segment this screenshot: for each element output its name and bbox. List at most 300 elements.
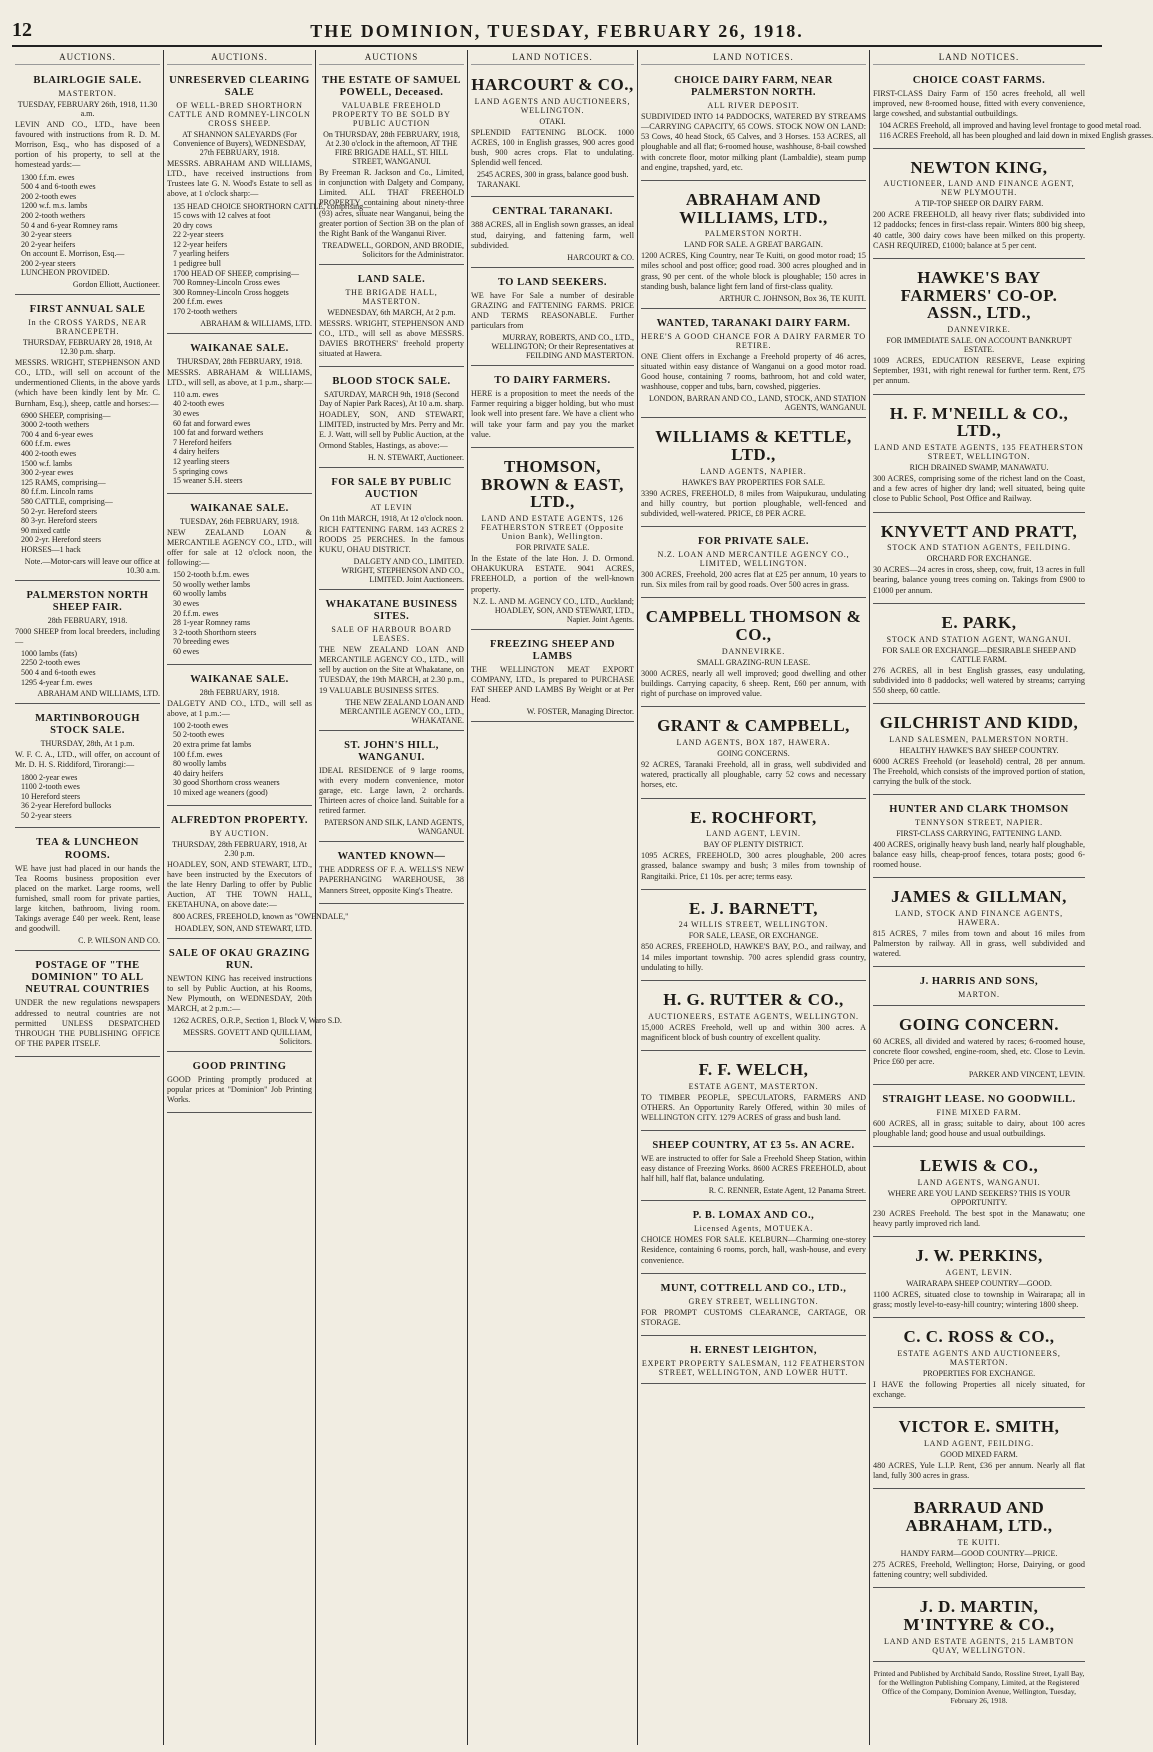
section-heading: LAND NOTICES. (641, 52, 866, 65)
ad-signature: ABRAHAM & WILLIAMS, LTD. (200, 318, 312, 328)
section-heading: AUCTIONS. (15, 52, 160, 65)
advertisement (873, 1321, 1085, 1408)
list-item: 50 2-year steers (21, 810, 72, 820)
ad-subheading: AUCTIONEER, LAND AND FINANCE AGENT, NEW PLYMOUTH. (883, 179, 1075, 198)
ad-subheading: LAND AGENTS, BOX 187, HAWERA. (676, 738, 831, 748)
advertisement (471, 369, 634, 448)
list-item: 60 fat and forward ewes (173, 418, 251, 428)
advertisement (873, 970, 1085, 1006)
ad-list (173, 390, 312, 486)
ad-heading: TEA & LUNCHEON ROOMS. (36, 837, 139, 861)
advertisement (15, 298, 160, 580)
list-item: 2545 ACRES, 300 in grass, balance good bush. (477, 170, 629, 180)
ad-signature: N.Z. L. AND M. AGENCY CO., LTD., Auckland; HOADLEY, SON, AND STEWART, LTD., Napier. Joint Agents. (473, 596, 634, 624)
ad-date: FOR IMMEDIATE SALE. ON ACCOUNT BANKRUPT ESTATE. (886, 336, 1072, 355)
list-item: 5 springing cows (173, 466, 228, 476)
ad-signature: MURRAY, ROBERTS, AND CO., LTD., WELLINGTON; Or their Representatives at FEILDING AND MASTERTON. (491, 333, 634, 361)
section-heading: AUCTIONS (319, 52, 464, 65)
ad-body: WE have just had placed in our hands the Tea Rooms business proposition ever placed on the market. Large rooms, well furnished, small room for private parties, large kitchen, bathroom, living room. Takings average £40 per week. Rent, lease and goodwill. (15, 863, 160, 934)
ad-subheading: ALL RIVER DEPOSIT. (707, 101, 800, 111)
list-item: 20 dry cows (173, 220, 213, 230)
ad-body: MESSRS. ABRAHAM & WILLIAMS, LTD., will sell, as above, at 1 p.m., sharp:— (167, 367, 313, 387)
ad-body: SUBDIVIDED INTO 14 PADDOCKS, WATERED BY STREAMS—CARRYING CAPACITY, 65 COWS. STOCK NOW ON LAND: 53 Cows, 40 head Stock, 65 Calves, and 3 Horses. 153 ACRES, all ploughable and all flat; 6-roomed house, washhouse, 8-bail cowshed with concrete floor, motor milking plant (Lambaldie), steam pump and engine, trapshed, yard, etc. (641, 112, 866, 172)
ad-date: THURSDAY, 28th FEBRUARY, 1918, At 2.30 p.m. (172, 839, 307, 858)
ad-body: WE are instructed to offer for Sale a Freehold Sheep Station, within easy distance of Freezing Works. 8600 ACRES FREEHOLD, about half hill, half flat, balance undulating. (641, 1153, 866, 1184)
ad-signature: ARTHUR C. JOHNSON, Box 36, TE KUITI. (719, 293, 866, 303)
ad-heading: WILLIAMS & KETTLE, LTD., (655, 427, 852, 465)
ad-list (173, 1016, 342, 1026)
list-item: 500 4 and 6-tooth ewes (21, 182, 96, 192)
list-item: 125 RAMS, comprising— (21, 477, 106, 487)
advertisement (319, 471, 464, 590)
list-item: 1200 w.f. m.s. lambs (21, 201, 88, 211)
advertisement (641, 421, 866, 527)
ad-subheading: BY AUCTION. (209, 828, 270, 838)
ad-heading: UNRESERVED CLEARING SALE (169, 75, 310, 99)
ad-signature: R. C. RENNER, Estate Agent, 12 Panama Street. (708, 1186, 866, 1196)
advertisement (873, 262, 1085, 395)
ad-heading: ABRAHAM AND WILLIAMS, LTD., (679, 189, 828, 227)
ad-body: MESSRS. WRIGHT, STEPHENSON AND CO., LTD., will sell on account of the undermentioned Clients, in the above yards (which have been kindly lent by Mr. C. Burnham, Esq.), sheep, cattle and horses:— (15, 358, 160, 408)
advertisement (471, 200, 634, 267)
ad-body: DALGETY AND CO., LTD., will sell as above, at 1 p.m.:— (167, 698, 312, 718)
advertisement (167, 1055, 312, 1113)
masthead (12, 10, 1102, 47)
ad-heading: WAIKANAE SALE. (190, 673, 289, 685)
list-item: 1295 4-year f.m. ewes (21, 677, 93, 687)
ad-body: 1200 ACRES, King Country, near Te Kuiti, on good motor road; 15 miles school and post office; good road. 300 acres ploughed and in grass, 90 per cent. of the whole block is ploughable; 150 acres in standing bush, balance light fern land of first-class quality. (641, 251, 866, 291)
list-item: TARANAKI. (477, 179, 521, 189)
advertisement (641, 184, 866, 309)
ad-subheading: LAND SALESMEN, PALMERSTON NORTH. (889, 734, 1069, 744)
list-item: On account E. Morrison, Esq.— (21, 249, 125, 259)
ad-subheading: EXPERT PROPERTY SALESMAN, 112 FEATHERSTON STREET, WELLINGTON, AND LOWER HUTT. (641, 1358, 866, 1377)
ad-date: HEALTHY HAWKE'S BAY SHEEP COUNTRY. (899, 745, 1059, 755)
ad-subheading: 24 WILLIS STREET, WELLINGTON. (678, 920, 829, 930)
ad-body: NEW ZEALAND LOAN & MERCANTILE AGENCY CO., LTD., will offer for sale at 12 o'clock noon, the following:— (167, 527, 312, 568)
ad-date: AT SHANNON SALEYARDS (For Convenience of Buyers), WEDNESDAY, 27th FEBRUARY, 1918. (173, 130, 306, 158)
list-item: HORSES—1 hack (21, 544, 81, 554)
ad-subheading: AUCTIONEERS, ESTATE AGENTS, WELLINGTON. (648, 1011, 859, 1021)
ad-heading: J. HARRIS AND SONS, (919, 976, 1039, 988)
advertisement (167, 809, 349, 939)
list-item: 100 2-tooth ewes (173, 720, 229, 730)
list-item: 20 extra prime fat lambs (173, 740, 252, 750)
list-item: 3 2-tooth Shorthorn steers (173, 627, 257, 637)
list-item: 1000 lambs (fats) (21, 648, 77, 658)
ad-signature: H. N. STEWART, Auctioneer. (367, 452, 464, 462)
advertisement (15, 707, 160, 828)
ad-date: A TIP-TOP SHEEP OR DAIRY FARM. (914, 199, 1044, 209)
list-item: 80 woolly lambs (173, 759, 227, 769)
columns (12, 50, 1153, 1745)
list-item: 90 mixed cattle (21, 525, 71, 535)
ad-heading: CAMPBELL THOMSON & CO., (645, 607, 862, 645)
ad-body: MESSRS. ABRAHAM AND WILLIAMS, LTD., have received instructions from Trustees late G. N. Wood's Estate to sell as above, at 1 o'clock sharp:— (167, 159, 312, 199)
ad-body: FOR PROMPT CUSTOMS CLEARANCE, CARTAGE, OR STORAGE. (641, 1307, 866, 1327)
printer-imprint: Printed and Published by Archibald Sando, Rossline Street, Lyall Bay, for the Wellington Publishing Company, Limited, at the Registered Office of the Company, Dominion Avenue, Wellington, Tuesday, February 26, 1918. (873, 1668, 1085, 1705)
ad-body: SPLENDID FATTENING BLOCK. 1000 ACRES, 100 in English grasses, 900 acres good bush, 900 acres crops. Flat to undulating. Splendid well fenced. (471, 127, 634, 168)
ad-signature: HARCOURT & CO. (567, 252, 634, 262)
ad-date: PROPERTIES FOR EXCHANGE. (922, 1368, 1036, 1378)
list-item: 1500 w.f. lambs (21, 458, 73, 468)
ad-subheading: MASTERTON. (58, 89, 117, 99)
ad-date: FIRST-CLASS CARRYING, FATTENING LAND. (896, 828, 1062, 838)
ad-body: 60 ACRES, all divided and watered by races; 6-roomed house, concrete floor cowshed, engine-room, shed, etc. Close to Levin. Price £60 per acre. (873, 1037, 1085, 1067)
list-item: 20 2-year heifers (21, 239, 76, 249)
ad-date: THURSDAY, 28th FEBRUARY, 1918. (176, 356, 303, 366)
ad-body: THE ADDRESS OF F. A. WELLS'S NEW PAPERHANGING WAREHOUSE, 38 Manners Street, opposite King's Theatre. (319, 865, 464, 895)
list-item: 40 2-tooth ewes (173, 399, 225, 409)
list-item: 1 pedigree bull (173, 259, 221, 269)
ad-date: WEDNESDAY, 6th MARCH, At 2 p.m. (327, 307, 456, 317)
ad-heading: WAIKANAE SALE. (190, 342, 289, 354)
advertisement (319, 593, 464, 731)
advertisement (471, 271, 634, 366)
ad-subheading: ESTATE AGENT, MASTERTON. (688, 1081, 819, 1091)
ad-body: 850 ACRES, FREEHOLD, HAWKE'S BAY, P.O., and railway, and 14 miles important township. 700 acres splendid grass country, undulating to hilly. (641, 942, 866, 972)
advertisement (15, 584, 160, 705)
ad-body: IDEAL RESIDENCE of 9 large rooms, with every modern convenience, motor garage, etc. Large lawn, 2 orchards. Thirteen acres of choice land. Suitable for a retired farmer. (319, 765, 464, 816)
ad-body: 1095 ACRES, FREEHOLD, 300 acres ploughable, 200 acres grassed, balance swampy and bush; 3 miles from township of Rangitaiki. Price, £1 10s. per acre; terms easy. (641, 851, 866, 881)
advertisement (15, 954, 160, 1057)
ad-subheading: LAND, STOCK AND FINANCE AGENTS, HAWERA. (895, 909, 1063, 928)
list-item: 10 mixed age weaners (good) (173, 788, 268, 797)
list-item: 116 ACRES Freehold, all has been ploughed and laid down in mixed English grasses. (879, 130, 1153, 140)
column-4 (468, 50, 638, 1745)
ad-body: 1009 ACRES, EDUCATION RESERVE, Lease expiring September, 1931, with right renewal for further term. Rent, £75 per annum. (873, 356, 1085, 386)
list-item: 60 ewes (173, 647, 199, 656)
section-heading: LAND NOTICES. (471, 52, 634, 65)
ad-body: 6000 ACRES Freehold (or leasehold) central, 28 per annum. The Freehold, which consists of the improved portion of station, carrying the bulk of the stock. (873, 756, 1085, 786)
ad-heading: THOMSON, BROWN & EAST, LTD., (481, 456, 624, 512)
ad-body: HOADLEY, SON, AND STEWART, LIMITED, instructed by Mrs. Perry and Mr. E. J. Watt, will sell by Public Auction, at the Ormond Stables, Hastings, as above:— (319, 410, 464, 450)
advertisement (319, 845, 464, 903)
advertisement (167, 668, 312, 806)
advertisement (873, 69, 1153, 149)
ad-body: 3390 ACRES, FREEHOLD, 8 miles from Waipukurau, undulating and hilly country, but portion ploughable, well-fenced and subdivided, well-watered. PRICE, £8 PER ACRE. (641, 488, 866, 519)
ad-body: UNDER the new regulations newspapers addressed to neutral countries are not permitted UNLESS DESPATCHED THROUGH THE PUBLISHING OFFICE OF THE PAPER ITSELF. (15, 998, 160, 1048)
newspaper-title: THE DOMINION, TUESDAY, FEBRUARY 26, 1918. (310, 21, 804, 41)
ad-body: 275 ACRES, Freehold, Wellington; Horse, Dairying, or good fattening country; well subdivided. (873, 1559, 1085, 1579)
column-3 (316, 50, 468, 1745)
ad-heading: LAND SALE. (357, 273, 426, 285)
list-item: 500 4 and 6-tooth ewes (21, 668, 96, 677)
ad-date: OTAKI. (539, 116, 566, 126)
ad-body: In the Estate of the late Hon. J. D. Ormond. OHAKUKURA ESTATE. 9041 ACRES, FREEHOLD, a portion of the well-known property. (471, 554, 634, 594)
list-item: 60 woolly lambs (173, 589, 227, 599)
ad-date: HAWKE'S BAY PROPERTIES FOR SALE. (681, 477, 826, 487)
advertisement (873, 798, 1085, 878)
advertisement (167, 942, 342, 1052)
ad-heading: E. J. BARNETT, (688, 898, 818, 918)
ad-date: GOOD MIXED FARM. (940, 1449, 1018, 1459)
ad-date: SMALL GRAZING-RUN LEASE. (696, 658, 811, 668)
ad-body: 300 ACRES, Freehold, 200 acres flat at £25 per annum, 10 years to run. Six miles from rail by good roads. Over 500 acres in grass. (641, 570, 866, 590)
ad-subheading: AT LEVIN (370, 502, 413, 512)
ad-body: 276 ACRES, all in best English grasses, easy undulating, subdivided into 8 paddocks; well watered by streams; carrying 550 sheep, 60 cattle. (873, 665, 1085, 695)
advertisement (641, 1339, 866, 1384)
advertisement (873, 607, 1085, 704)
list-item: 300 Romney-Lincoln Cross hoggets (173, 287, 289, 297)
ad-body: 1100 ACRES, situated close to township in Wairarapa; all in grass; mostly level-to-easy-hill country; wintering 1800 sheep. (873, 1289, 1085, 1309)
list-item: 7 yearling heifers (173, 249, 229, 259)
list-item: 30 2-year steers (21, 230, 72, 240)
ad-subheading: VALUABLE FREEHOLD PROPERTY TO BE SOLD BY PUBLIC AUCTION (332, 101, 451, 129)
ad-signature: TREADWELL, GORDON, AND BRODIE, Solicitors for the Administrator. (322, 240, 464, 259)
ad-heading: GRANT & CAMPBELL, (657, 716, 850, 736)
list-item: 20 f.f.m. ewes (173, 608, 219, 618)
ad-subheading: STOCK AND STATION AGENT, WANGANUI. (886, 634, 1072, 644)
ad-heading: GILCHRIST AND KIDD, (879, 712, 1079, 732)
ad-body: 815 ACRES, 7 miles from town and about 16 miles from Palmerston by railway. All in grass, well subdivided and watered. (873, 929, 1085, 959)
ad-subheading: OF WELL-BRED SHORTHORN CATTLE AND ROMNEY-LINCOLN CROSS SHEEP. (168, 101, 311, 129)
ad-body: 30 ACRES—24 acres in cross, sheep, cow, fruit, 13 acres in full bearing, balance young trees coming on. Takings from £900 to £1000 per annum. (873, 565, 1085, 595)
ad-body: MESSRS. WRIGHT, STEPHENSON AND CO., LTD., will sell as above MESSRS. DAVIES BROTHERS' freehold property situated at Hawera. (319, 318, 464, 359)
column-1 (12, 50, 164, 1745)
advertisement (873, 1240, 1085, 1318)
ad-signature: LONDON, BARRAN AND CO., LAND, STOCK, AND STATION AGENTS, WANGANUI. (649, 394, 866, 413)
ad-body: 400 ACRES, originally heavy bush land, nearly half ploughable, balance easy hills, cheap-proof fences, totara posts; good 6-roomed house. (873, 839, 1085, 870)
ad-subheading: FINE MIXED FARM. (936, 1107, 1022, 1117)
list-item: 100 fat and forward wethers (173, 428, 264, 438)
ad-subheading: TE KUITI. (957, 1537, 1001, 1547)
ad-subheading: MARTON. (958, 990, 1000, 1000)
list-item: 36 2-year Hereford bullocks (21, 801, 112, 811)
list-item: 200 2-tooth ewes (21, 191, 77, 201)
list-item: 104 ACRES Freehold, all improved and having level frontage to good metal road. (879, 121, 1142, 131)
ad-heading: FREEZING SHEEP AND LAMBS (489, 638, 616, 662)
ad-heading: HARCOURT & CO., (471, 75, 634, 94)
list-item: LUNCHEON PROVIDED. (21, 268, 110, 278)
ad-body: HERE is a proposition to meet the needs of the Farmer requiring a bigger holding, but who must look well into present fare. We have a client who will take your farm and pay you the market value. (471, 389, 634, 439)
list-item: 40 dairy heifers (173, 768, 224, 778)
ad-subheading: ESTATE AGENTS AND AUCTIONEERS, MASTERTON. (897, 1348, 1061, 1367)
ad-heading: MUNT, COTTRELL AND CO., LTD., (660, 1282, 847, 1294)
ad-body: 300 ACRES, comprising some of the richest land on the Coast, and a few acres of higher dry land; well situated, being quite close to Public School, Post Office and Railway. (873, 474, 1085, 504)
advertisement (641, 1204, 866, 1273)
list-item: 50 woolly wether lambs (173, 579, 251, 589)
ad-date: TUESDAY, FEBRUARY 26th, 1918, 11.30 a.m. (17, 100, 158, 119)
advertisement (873, 516, 1085, 604)
ad-date: WAIRARAPA SHEEP COUNTRY—GOOD. (906, 1278, 1052, 1288)
advertisement (873, 1591, 1085, 1662)
list-item: 3000 2-tooth wethers (21, 420, 89, 430)
ad-body: 15,000 ACRES Freehold, well up and within 300 acres. A magnificent block of bush country of excellent quality. (641, 1022, 866, 1042)
advertisement (873, 152, 1085, 259)
advertisement (873, 1009, 1085, 1084)
ad-signature: THE NEW ZEALAND LOAN AND MERCANTILE AGENCY CO., LTD., WHAKATANE. (339, 697, 464, 725)
ad-subheading: STOCK AND STATION AGENTS, FEILDING. (887, 543, 1071, 553)
ad-heading: H. ERNEST LEIGHTON, (690, 1344, 817, 1356)
list-item: 12 2-year heifers (173, 239, 228, 249)
ad-heading: VICTOR E. SMITH, (898, 1416, 1060, 1436)
advertisement (873, 1150, 1085, 1237)
ad-list (21, 773, 160, 821)
ad-body: ONE Client offers in Exchange a Freehold property of 46 acres, situated within easy distance of Wanganui on a good motor road. Good house, containing 7 rooms, bathroom, hot and cold water, washhouse, copper and tubs, barn, cowshed, piggeries. (641, 351, 866, 392)
list-item: 50 2-yr. Hereford steers (21, 506, 97, 516)
list-item: 100 f.f.m. ewes (173, 749, 223, 759)
list-item: 200 2-year steers (21, 258, 76, 268)
ad-subheading: GREY STREET, WELLINGTON. (688, 1296, 819, 1306)
ad-body: I HAVE the following Properties all nicely situated, for exchange. (873, 1379, 1085, 1399)
ad-heading: BLOOD STOCK SALE. (332, 376, 451, 388)
ad-subheading: AGENT, LEVIN. (945, 1267, 1013, 1277)
ad-subheading: LAND AGENTS AND AUCTIONEERS, WELLINGTON. (474, 96, 631, 115)
ad-subheading: LAND AGENTS, WANGANUI. (917, 1177, 1041, 1187)
section-heading: AUCTIONS. (167, 52, 312, 65)
list-item: 6900 SHEEP, comprising— (21, 410, 111, 420)
ad-date: FOR SALE OR EXCHANGE—DESIRABLE SHEEP AND CATTLE FARM. (882, 645, 1076, 664)
ad-heading: WANTED, TARANAKI DAIRY FARM. (656, 317, 851, 329)
advertisement (873, 707, 1085, 795)
ad-signature: Note.—Motor-cars will leave our office at 10.30 a.m. (24, 556, 160, 575)
ad-heading: H. G. RUTTER & CO., (663, 989, 844, 1009)
advertisement (319, 370, 464, 467)
ad-heading: NEWTON KING, (910, 157, 1048, 177)
list-item: 22 2-year steers (173, 230, 224, 240)
ad-list (21, 411, 160, 555)
ad-body: 480 ACRES, Yule L.I.P. Rent, £36 per annum. Nearly all flat land, fully 300 acres in grass. (873, 1460, 1085, 1480)
ad-body: THE WELLINGTON MEAT EXPORT COMPANY, LTD., Is prepared to PURCHASE FAT SHEEP AND LAMBS By Weight or at Per Head. (471, 664, 634, 705)
ad-heading: WAIKANAE SALE. (190, 502, 289, 514)
list-item: 110 a.m. ewes (173, 389, 219, 399)
column-5 (638, 50, 870, 1745)
ad-body: 7000 SHEEP from local breeders, including— (15, 626, 160, 646)
ad-date: GOING CONCERNS. (717, 749, 790, 759)
ad-body: 388 ACRES, all in English sown grasses, an ideal stud, dairying, and fattening farm, well subdivided. (471, 220, 634, 250)
ad-date: FOR SALE, LEASE, OR EXCHANGE. (688, 931, 819, 941)
ad-date: On 11th MARCH, 1918, At 12 o'clock noon. (319, 513, 464, 523)
ad-body: 3000 ACRES, nearly all well improved; good dwelling and other buildings. Carrying capacity, 6 sheep. Rent, £60 per annum, with right of purchase on improved value. (641, 669, 866, 699)
ad-subheading: LAND AND ESTATE AGENTS, 135 FEATHERSTON STREET, WELLINGTON. (874, 443, 1084, 462)
advertisement (641, 1054, 866, 1131)
advertisement (641, 710, 866, 798)
ad-subheading: PALMERSTON NORTH. (704, 229, 803, 239)
ad-subheading: N.Z. LOAN AND MERCANTILE AGENCY CO., LIMITED, WELLINGTON. (657, 550, 850, 569)
advertisement (873, 881, 1085, 967)
ad-heading: GOOD PRINTING (192, 1060, 287, 1072)
advertisement (873, 398, 1085, 513)
list-item: 80 3-yr. Hereford steers (21, 516, 97, 526)
ad-heading: CHOICE DAIRY FARM, NEAR PALMERSTON NORTH. (674, 75, 833, 99)
list-item: 135 HEAD CHOICE SHORTHORN CATTLE, comprising— (173, 201, 372, 211)
advertisement (873, 1088, 1085, 1147)
ad-signature: ABRAHAM AND WILLIAMS, LTD. (37, 689, 160, 699)
ad-body: 600 ACRES, all in grass; suitable to dairy, about 100 acres ploughable land; good house and usual outbuildings. (873, 1118, 1085, 1138)
ad-signature: PARKER AND VINCENT, LEVIN. (968, 1069, 1085, 1079)
ad-date: RICH DRAINED SWAMP, MANAWATU. (909, 463, 1049, 473)
advertisement (641, 802, 866, 890)
ad-body: CHOICE HOMES FOR SALE. KELBURN—Charming one-storey Residence, containing 6 rooms, porch, hall, wash-house, and every convenience. (641, 1235, 866, 1265)
ad-signature: MESSRS. GOVETT AND QUILLIAM, Solicitors. (183, 1027, 312, 1046)
ad-heading: E. ROCHFORT, (690, 807, 817, 827)
ad-subheading: LAND AGENT, LEVIN. (706, 829, 801, 839)
list-item: 700 Romney-Lincoln Cross ewes (173, 278, 280, 288)
advertisement (167, 337, 312, 494)
list-item: 1300 f.f.m. ewes (21, 172, 75, 182)
ad-heading: HUNTER AND CLARK THOMSON (889, 803, 1069, 815)
advertisement (641, 69, 866, 181)
ad-signature: W. FOSTER, Managing Director. (526, 707, 634, 717)
advertisement (471, 69, 634, 197)
ad-list (477, 170, 634, 189)
ad-heading: BARRAUD AND ABRAHAM, LTD., (905, 1497, 1053, 1535)
ad-body: THE NEW ZEALAND LOAN AND MERCANTILE AGENCY CO., LTD., will sell by auction on the Site at Whakatane, on TUESDAY, the 19th MARCH, at 2.30 p.m., 19 VALUABLE BUSINESS SITES. (319, 645, 464, 695)
ad-heading: KNYVETT AND PRATT, (880, 521, 1078, 541)
advertisement (319, 268, 464, 367)
ad-body: 200 ACRE FREEHOLD, all heavy river flats; subdivided into 12 paddocks; fences in first-class repair. Winters 800 big sheep, 40 cattle, 300 dairy cows have been milked on this property. CASH REQUIRED, £1000; balance at 5 per cent. (873, 210, 1085, 250)
ad-heading: WHAKATANE BUSINESS SITES. (325, 599, 458, 623)
ad-subheading: LAND AND ESTATE AGENTS, 126 FEATHERSTON STREET (Opposite Union Bank), Wellington. (481, 514, 624, 542)
ad-heading: ALFREDTON PROPERTY. (171, 814, 308, 826)
list-item: 7 Hereford heifers (173, 437, 232, 447)
ad-date: On THURSDAY, 28th FEBRUARY, 1918, At 2.30 o'clock in the afternoon, AT THE FIRE BRIGADE HALL, ST. HILL STREET, WANGANUI. (323, 130, 460, 167)
ad-body: W. F. C. A., LTD., will offer, on account of Mr. D. H. S. Riddiford, Tirorangi:— (15, 750, 160, 770)
ad-heading: STRAIGHT LEASE. NO GOODWILL. (882, 1093, 1076, 1105)
ad-body: RICH FATTENING FARM. 143 ACRES 2 ROODS 25 PERCHES. In the famous KUKU, OHAU DISTRICT. (319, 524, 464, 554)
ad-list (173, 570, 312, 656)
ad-date: THURSDAY, FEBRUARY 28, 1918, At 12.30 p.m. sharp. (22, 338, 153, 357)
ad-heading: TO DAIRY FARMERS. (494, 375, 611, 387)
ad-signature: HOADLEY, SON, AND STEWART, LTD. (174, 923, 312, 933)
ad-body: By Freeman R. Jackson and Co., Limited, in conjunction with Dalgety and Company, Limited. ALL THAT FREEHOLD PROPERTY containing about ninety-three (93) acres, situate near Wanganui, being the greater portion of Section 3B on the plan of the Right Bank of the Wanganui River. (319, 168, 464, 238)
list-item: 800 ACRES, FREEHOLD, known as "OWENDALE," (173, 912, 349, 922)
list-item: 12 yearling steers (173, 457, 230, 467)
list-item: 4 dairy heifers (173, 447, 220, 457)
list-item: 1700 HEAD OF SHEEP, comprising— (173, 268, 300, 278)
ad-heading: H. F. M'NEILL & CO., LTD., (889, 403, 1069, 441)
ad-heading: SALE OF OKAU GRAZING RUN. (168, 947, 311, 971)
ad-subheading: Licensed Agents, MOTUEKA. (693, 1224, 814, 1234)
advertisement (641, 984, 866, 1051)
ad-body: NEWTON KING has received instructions to sell by Public Auction, at his Rooms, New Plymouth, on WEDNESDAY, 20th MARCH, at 2 p.m.:— (167, 973, 312, 1014)
ad-date: THURSDAY, 28th, At 1 p.m. (40, 739, 135, 749)
ad-signature: DALGETY AND CO., LIMITED. WRIGHT, STEPHENSON AND CO., LIMITED. Joint Auctioneers. (341, 557, 464, 585)
ad-heading: HAWKE'S BAY FARMERS' CO-OP. ASSN., LTD., (900, 267, 1058, 323)
ad-body: 92 ACRES, Taranaki Freehold, all in grass, well subdivided and watered, practically all ploughable, carry 52 cows and necessary horses, etc. (641, 760, 866, 790)
list-item: 50 2-tooth ewes (173, 730, 225, 740)
ad-heading: F. F. WELCH, (698, 1059, 809, 1079)
ad-subheading: SALE OF HARBOUR BOARD LEASES. (331, 625, 452, 644)
list-item: 30 ewes (173, 599, 199, 609)
ad-heading: E. PARK, (941, 612, 1017, 632)
ad-body: GOOD Printing promptly produced at popular prices at "Dominion" Job Printing Works. (167, 1074, 312, 1105)
advertisement (15, 69, 160, 295)
list-item: 10 Hereford steers (21, 791, 81, 801)
list-item: 30 ewes (173, 409, 199, 419)
ad-heading: FIRST ANNUAL SALE (29, 304, 146, 316)
ad-subheading: HERE'S A GOOD CHANCE FOR A DAIRY FARMER TO RETIRE. (641, 331, 867, 350)
ad-subheading: LAND AGENTS, NAPIER. (700, 466, 807, 476)
ad-date: TUESDAY, 26th FEBRUARY, 1918. (180, 516, 299, 526)
ad-date: WHERE ARE YOU LAND SEEKERS? THIS IS YOUR OPPORTUNITY. (887, 1188, 1071, 1207)
ad-heading: J. W. PERKINS, (915, 1245, 1043, 1265)
list-item: 30 good Shorthorn cross weaners (173, 778, 280, 788)
page-number: 12 (12, 19, 32, 41)
list-item: 15 cows with 12 calves at foot (173, 211, 271, 221)
list-item: 580 CATTLE, comprising— (21, 496, 113, 506)
ad-list (173, 201, 372, 317)
ad-heading: SHEEP COUNTRY, AT £3 5s. AN ACRE. (652, 1139, 855, 1151)
ad-subheading: LAND AGENT, FEILDING. (924, 1438, 1034, 1448)
ad-list (21, 173, 160, 279)
ad-body: TO TIMBER PEOPLE, SPECULATORS, FARMERS AND OTHERS. An Opportunity Rarely Offered, within 30 miles of WELLINGTON CITY. 1279 ACRES of grass and bush land. (641, 1092, 866, 1122)
ad-list (21, 649, 160, 687)
advertisement (319, 69, 464, 265)
ad-heading: WANTED KNOWN— (337, 851, 446, 863)
list-item: 170 2-tooth wethers (173, 307, 237, 317)
